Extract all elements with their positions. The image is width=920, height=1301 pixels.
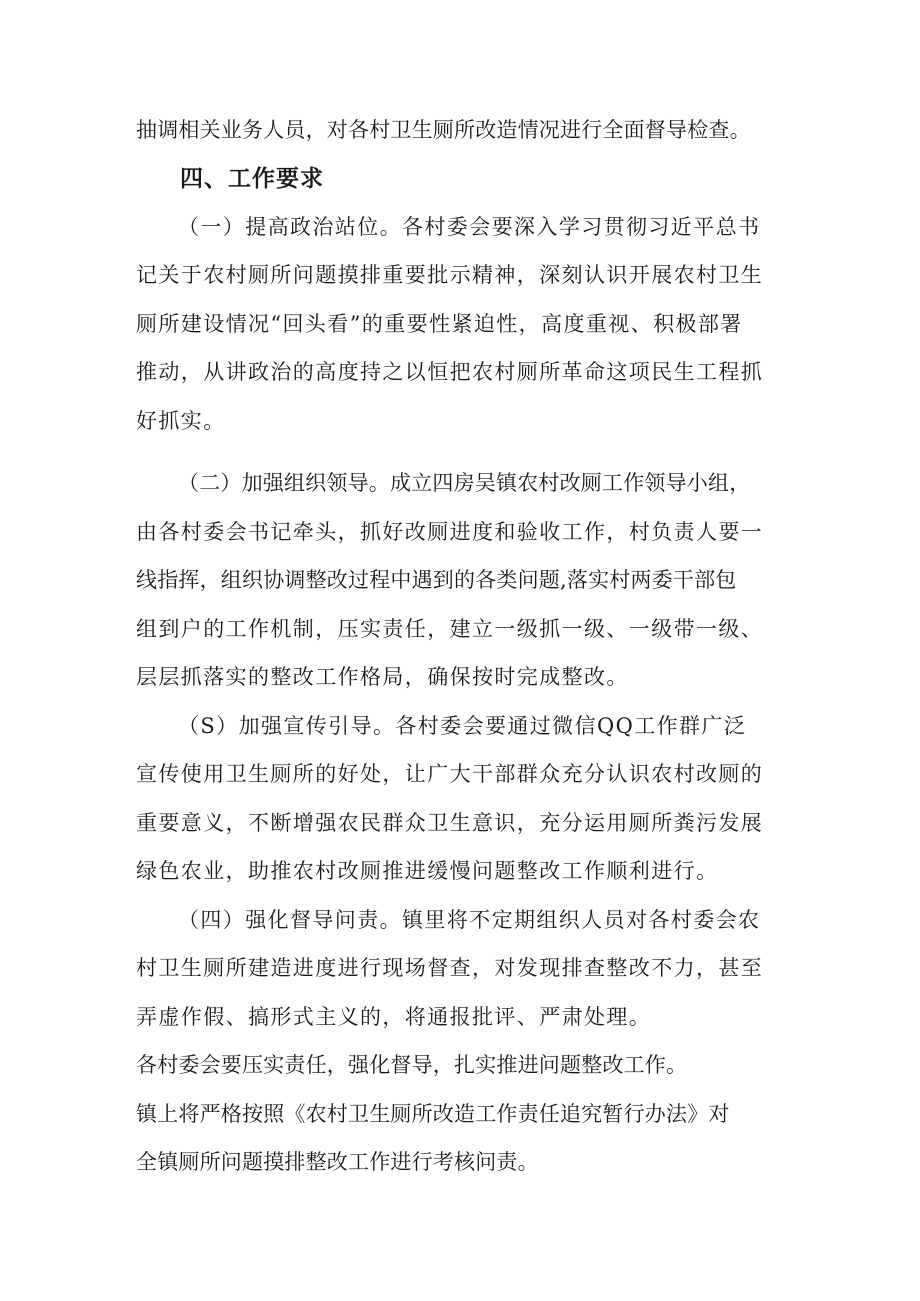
paragraph-line: 各村委会要压实责任，强化督导，扎实推进问题整改工作。 [136, 1053, 688, 1077]
paragraph-line: 层层抓落实的整改工作格局，确保按时完成整改。 [136, 665, 629, 689]
paragraph-line: 好抓实。 [136, 408, 226, 433]
paragraph-line: 镇上将严格按照《农村卫生厕所改造工作责任追究暂行办法》对 [136, 1101, 730, 1126]
paragraph-line: （二）加强组织领导。成立四房吴镇农村改厕工作领导小组， [178, 471, 751, 495]
paragraph-line: 弄虚作假、搞形式主义的，将通报批评、严肃处理。 [136, 1004, 652, 1029]
paragraph-supervision-accountability [136, 906, 796, 1052]
document-page [136, 116, 796, 1197]
paragraph-line: 重要意义，不断增强农民群众卫生意识，充分运用厕所粪污发展 [136, 810, 764, 835]
intro-line: 抽调相关业务人员，对各村卫生厕所改造情况进行全面督导检查。 [136, 118, 751, 142]
paragraph-line: 记关于农村厕所问题摸排重要批示精神，深刻认识开展农村卫生 [136, 263, 764, 287]
paragraph-organization-leadership [136, 469, 796, 712]
paragraph-line: 村卫生厕所建造进度进行现场督查，对发现排查整改不力，甚至 [136, 956, 764, 980]
section-heading: 四、工作要求 [180, 165, 324, 192]
paragraph-line: 推动，从讲政治的高度持之以恒把农村厕所革命这项民生工程抓 [136, 360, 764, 384]
paragraph-line: 宣传使用卫生厕所的好处，让广大干部群众充分认识农村改厕的 [136, 762, 764, 786]
paragraph-line: 全镇厕所问题摸排整改工作进行考核问责。 [136, 1150, 539, 1174]
paragraph-line: 厕所建设情况“回头看”的重要性紧迫性，高度重视、积极部署 [136, 311, 743, 336]
closing-paragraph [136, 1051, 796, 1197]
paragraph-line: 组到户的工作机制，压实责任，建立一级抓一级、一级带一级、 [136, 616, 764, 641]
paragraph-line: 线指挥，组织协调整改过程中遇到的各类问题,落实村两委干部包 [136, 568, 737, 592]
paragraph-line: （S）加强宣传引导。各村委会要通过微信QQ工作群广泛 [178, 713, 747, 738]
paragraph-line: 由各村委会书记牵头，抓好改厕进度和验收工作，村负责人要一 [136, 519, 764, 544]
paragraph-gap [136, 455, 796, 469]
paragraph-publicity-guidance [136, 712, 796, 906]
paragraph-line: 绿色农业，助推农村改厕推进缓慢问题整改工作顺利进行。 [136, 859, 719, 883]
paragraph-line: （一）提高政治站位。各村委会要深入学习贯彻习近平总书 [178, 214, 761, 239]
paragraph-political-stance [136, 213, 796, 456]
paragraph-line: （四）强化督导问责。镇里将不定期组织人员对各村委会农 [178, 907, 761, 932]
